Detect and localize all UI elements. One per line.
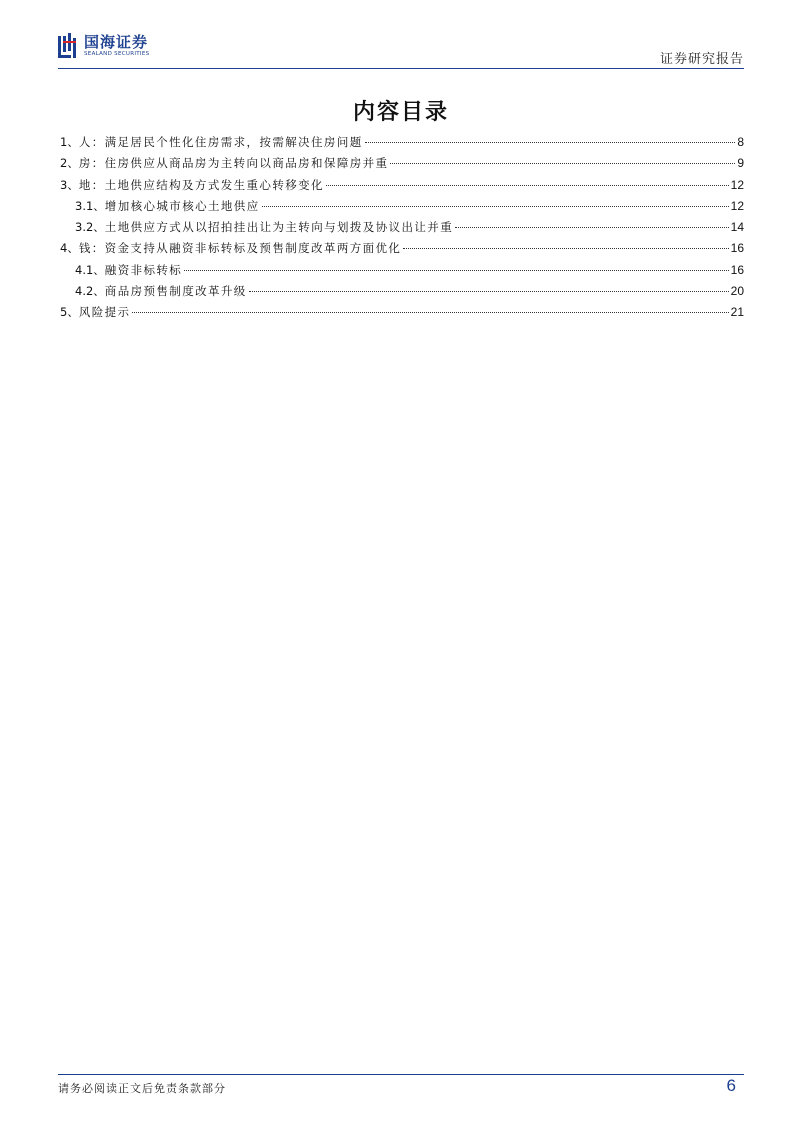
toc-subentry[interactable] xyxy=(60,219,744,240)
logo-english-name: SEALAND SECURITIES xyxy=(84,51,150,57)
toc-dot-leader xyxy=(184,270,728,271)
toc-dot-leader xyxy=(249,291,729,292)
toc-entry-page: 12 xyxy=(730,177,744,192)
toc-entry-number: 5、 xyxy=(60,305,79,320)
toc-dot-leader xyxy=(390,163,735,164)
toc-entry-number: 4.2、 xyxy=(75,284,105,299)
toc-entry-page: 12 xyxy=(730,198,744,213)
table-of-contents xyxy=(60,134,744,326)
toc-entry-page: 8 xyxy=(737,135,744,149)
toc-entry-label: 地：土地供应结构及方式发生重心转移变化 xyxy=(78,177,324,192)
toc-entry-label: 人：满足居民个性化住房需求，按需解决住房问题 xyxy=(78,135,363,149)
toc-entry-page: 9 xyxy=(737,156,744,171)
toc-entry[interactable] xyxy=(60,177,744,198)
toc-entry[interactable] xyxy=(60,240,744,261)
company-logo xyxy=(58,33,149,59)
toc-entry[interactable] xyxy=(60,155,744,176)
toc-entry-number: 2、 xyxy=(60,156,79,171)
sealand-logo-icon xyxy=(58,33,80,59)
toc-entry-label: 风险提示 xyxy=(78,305,131,320)
toc-entry-number: 3、 xyxy=(60,177,79,192)
toc-entry-page: 14 xyxy=(730,220,744,235)
toc-entry-label: 增加核心城市核心土地供应 xyxy=(104,198,260,213)
toc-entry-number: 1、 xyxy=(60,135,79,149)
logo-chinese-name: 国海证券 xyxy=(84,33,149,51)
toc-entry-label: 商品房预售制度改革升级 xyxy=(104,284,247,299)
toc-entry-number: 3.1、 xyxy=(75,198,105,213)
footer-divider xyxy=(58,1074,744,1075)
toc-entry[interactable] xyxy=(60,134,744,155)
toc-entry-number: 4.1、 xyxy=(75,262,105,277)
toc-entry-label: 土地供应方式从以招拍挂出让为主转向与划拨及协议出让并重 xyxy=(104,220,454,235)
toc-entry-page: 16 xyxy=(730,262,744,277)
toc-dot-leader xyxy=(132,312,728,313)
toc-dot-leader xyxy=(403,248,728,249)
toc-entry-page: 16 xyxy=(730,241,744,256)
toc-dot-leader xyxy=(365,142,736,143)
toc-subentry[interactable] xyxy=(60,198,744,219)
report-type-label: 证券研究报告 xyxy=(659,52,744,67)
toc-dot-leader xyxy=(455,227,729,228)
toc-entry-number: 3.2、 xyxy=(75,220,105,235)
toc-entry-page: 20 xyxy=(730,284,744,299)
page-number: 6 xyxy=(726,1076,736,1095)
toc-dot-leader xyxy=(262,206,729,207)
toc-subentry[interactable] xyxy=(60,262,744,283)
toc-entry-page: 21 xyxy=(730,305,744,320)
toc-entry-label: 房：住房供应从商品房为主转向以商品房和保障房并重 xyxy=(78,156,389,171)
header-divider xyxy=(58,68,744,69)
toc-title: 内容目录 xyxy=(352,100,449,125)
toc-entry-number: 4、 xyxy=(60,241,79,256)
toc-entry-label: 钱：资金支持从融资非标转标及预售制度改革两方面优化 xyxy=(78,241,402,256)
toc-entry[interactable] xyxy=(60,304,744,325)
toc-subentry[interactable] xyxy=(60,283,744,304)
toc-entry-label: 融资非标转标 xyxy=(104,262,183,277)
disclaimer-note: 请务必阅读正文后免责条款部分 xyxy=(58,1082,226,1095)
toc-dot-leader xyxy=(326,185,729,186)
